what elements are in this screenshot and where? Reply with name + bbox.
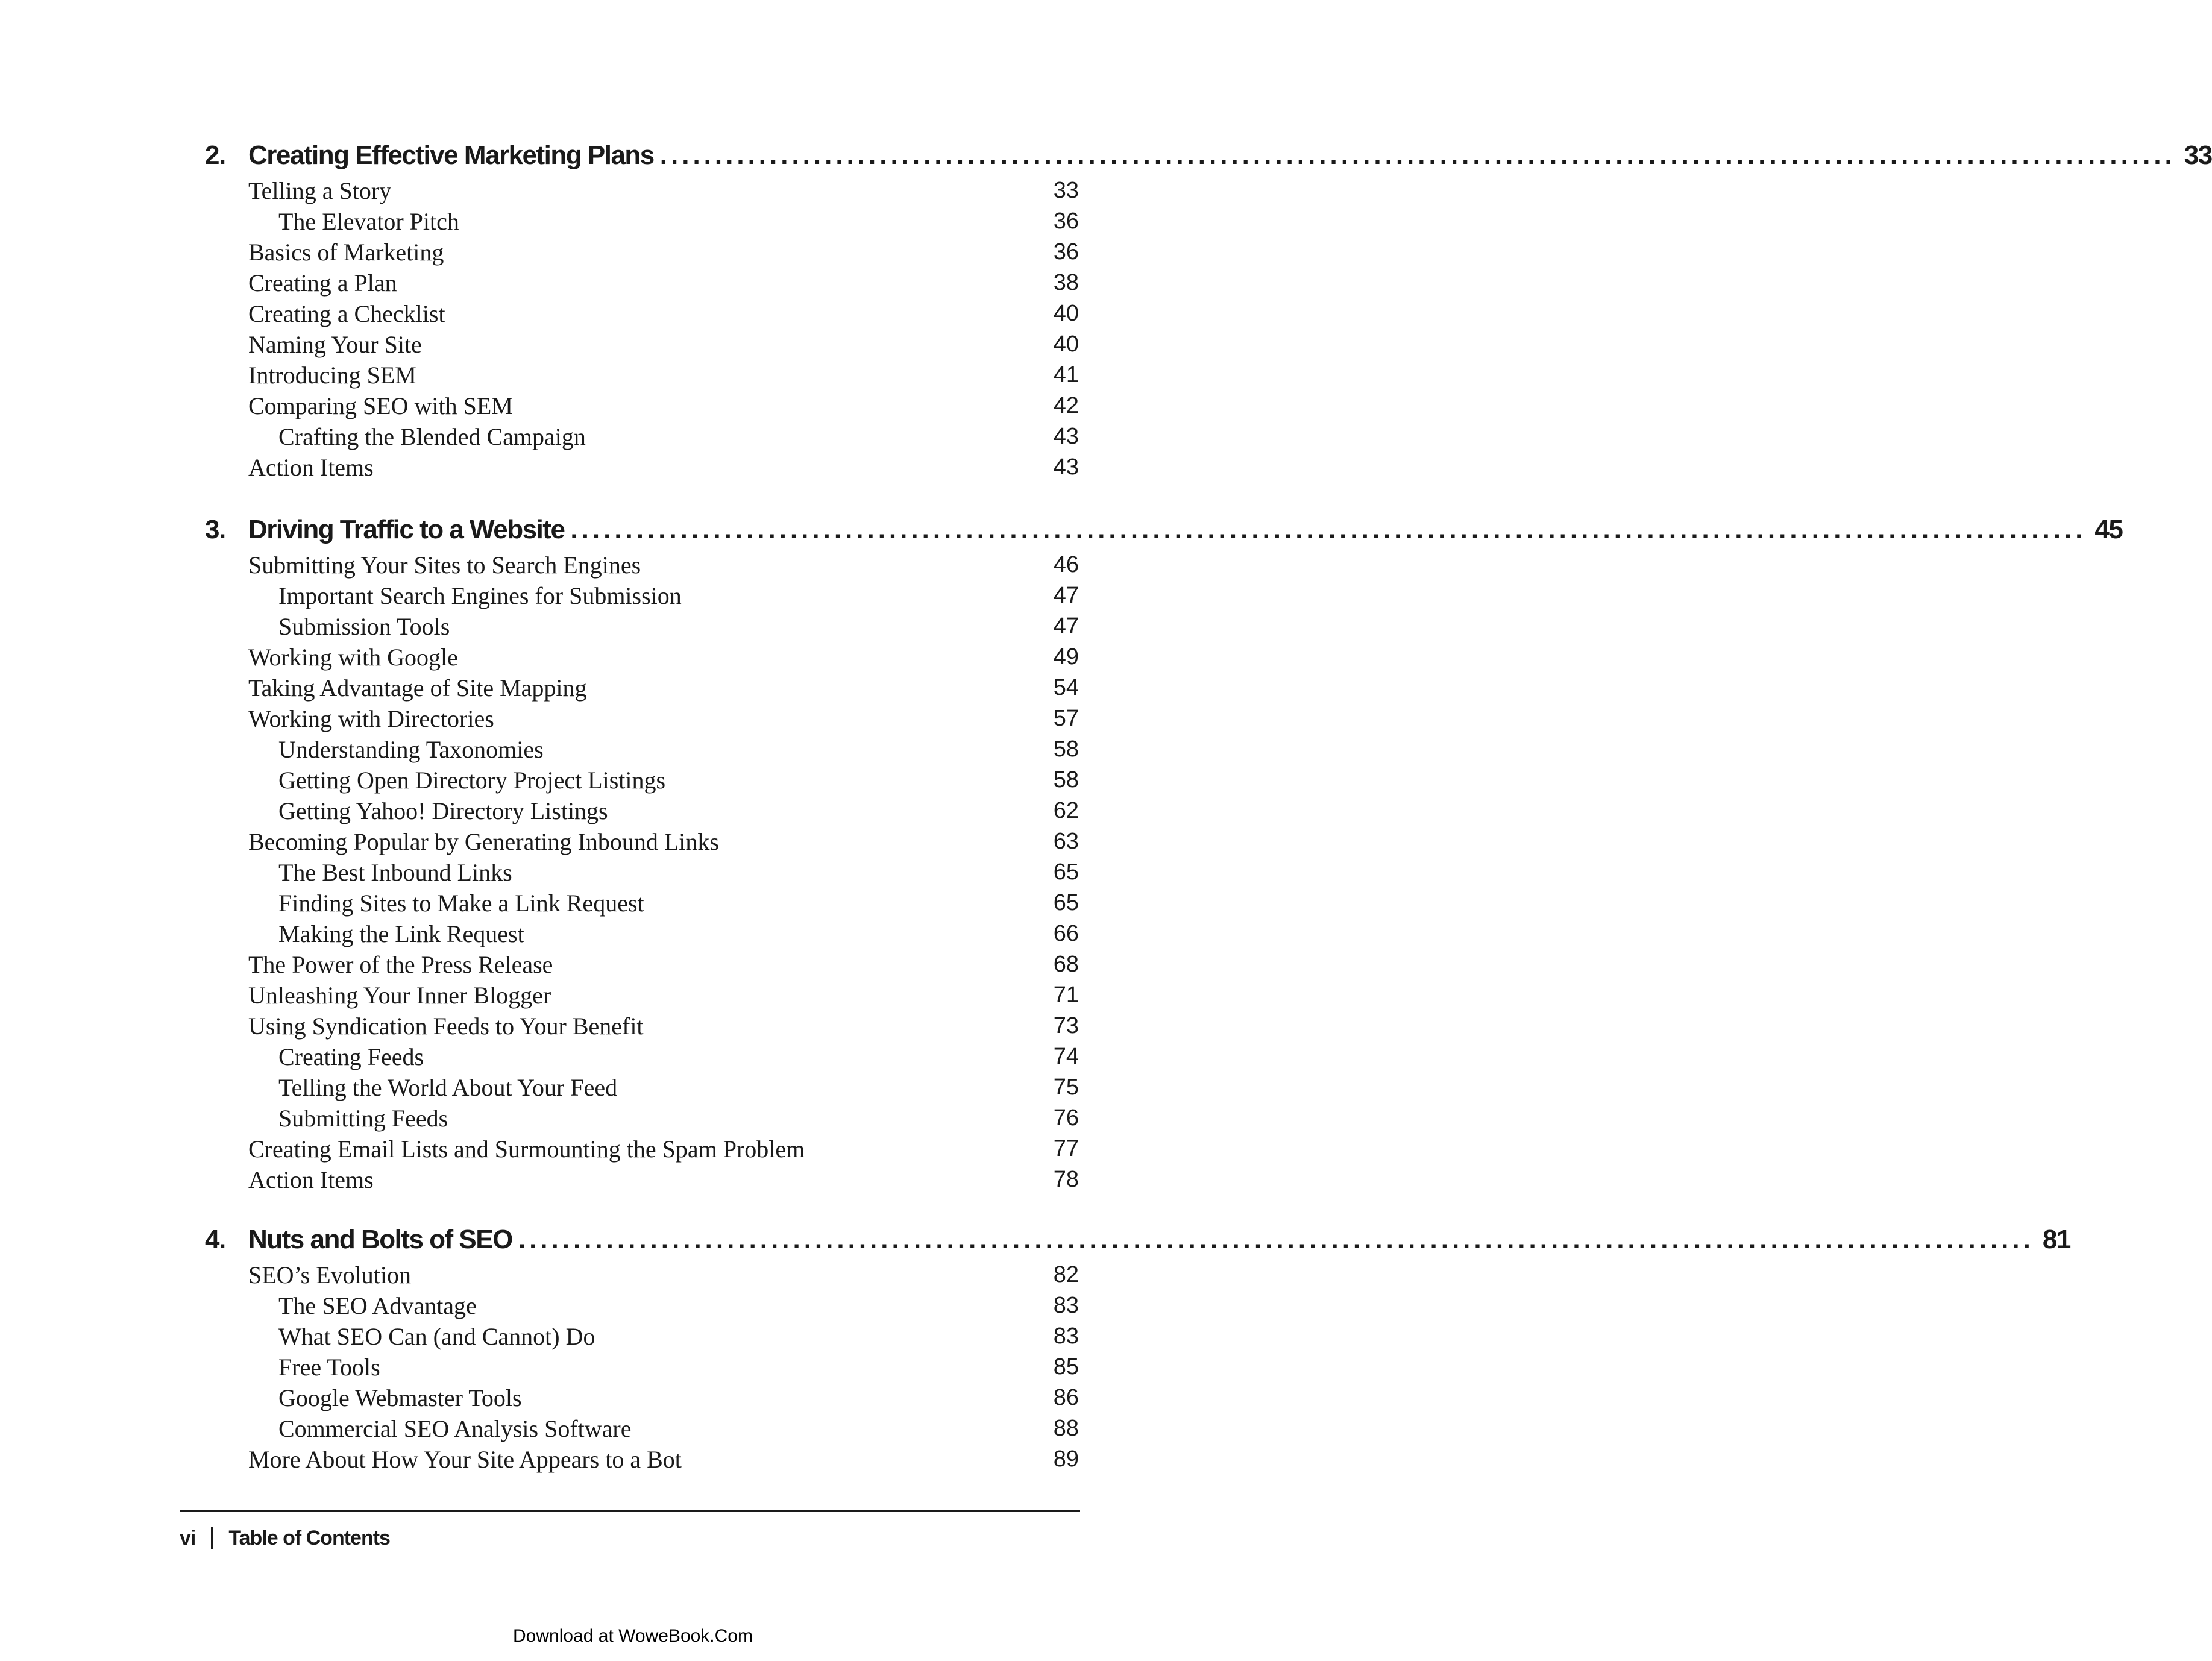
toc-entry-title: Submission Tools (278, 613, 450, 640)
chapter-number: 3. (205, 515, 225, 544)
chapter-3-heading[interactable] (205, 510, 2123, 550)
toc-entry-page-number: 82 (1053, 1262, 1079, 1287)
toc-entry[interactable] (205, 421, 1079, 452)
chapter-number: 4. (205, 1225, 225, 1254)
toc-entry[interactable] (205, 298, 1079, 329)
toc-entry[interactable] (205, 888, 1079, 918)
chapter-2-heading[interactable] (205, 136, 2212, 175)
toc-entry-page-number: 33 (1053, 178, 1079, 203)
toc-entry-title: Working with Directories (248, 705, 494, 732)
toc-entry-page-number: 40 (1053, 301, 1079, 326)
footer-separator (211, 1527, 213, 1549)
toc-entry-page-number: 36 (1053, 209, 1079, 234)
chapter-4-heading[interactable] (205, 1220, 2070, 1260)
toc-entry-page-number: 66 (1053, 921, 1079, 946)
toc-entry[interactable] (205, 452, 1079, 483)
toc-entry-page-number: 88 (1053, 1416, 1079, 1441)
toc-entry-title: Creating a Plan (248, 269, 397, 297)
toc-entry-title: Submitting Your Sites to Search Engines (248, 551, 641, 579)
toc-entry-page-number: 58 (1053, 736, 1079, 762)
toc-entry-title: Finding Sites to Make a Link Request (278, 890, 644, 917)
toc-entry-page-number: 62 (1053, 798, 1079, 823)
toc-entry-page-number: 86 (1053, 1385, 1079, 1410)
chapter-4-entries (205, 1260, 1079, 1475)
toc-entry[interactable] (205, 1290, 1079, 1321)
chapter-title: Creating Effective Marketing Plans (248, 140, 654, 170)
toc-entry-page-number: 76 (1053, 1105, 1079, 1131)
toc-entry[interactable] (205, 1413, 1079, 1444)
toc-entry-page-number: 73 (1053, 1013, 1079, 1038)
toc-entry-page-number: 49 (1053, 644, 1079, 670)
toc-entry[interactable] (205, 857, 1079, 888)
toc-entry-title: The Power of the Press Release (248, 951, 553, 978)
chapter-page-number: 45 (2094, 515, 2123, 544)
chapter-title: Driving Traffic to a Website (248, 515, 565, 544)
toc-entry-page-number: 43 (1053, 424, 1079, 449)
toc-entry-page-number: 78 (1053, 1167, 1079, 1192)
toc-entry-page-number: 42 (1053, 393, 1079, 418)
footer-page-number: vi (180, 1527, 196, 1550)
toc-entry-title: Telling a Story (248, 177, 392, 204)
toc-entry-page-number: 83 (1053, 1293, 1079, 1318)
toc-entry-page-number: 41 (1053, 362, 1079, 388)
toc-entry-title: The SEO Advantage (278, 1292, 477, 1319)
toc-entry-page-number: 75 (1053, 1075, 1079, 1100)
download-watermark: Download at WoweBook.Com (513, 1626, 753, 1646)
dot-leader: .......................................................................................................................................... (518, 1225, 2034, 1254)
toc-entry-page-number: 58 (1053, 767, 1079, 793)
toc-entry[interactable] (205, 826, 1079, 857)
chapter-3-section (205, 510, 2123, 1195)
toc-entry-title: Submitting Feeds (278, 1105, 448, 1132)
toc-entry-title: Working with Google (248, 644, 458, 671)
toc-entry-title: Creating a Checklist (248, 300, 445, 327)
toc-entry[interactable] (205, 1444, 1079, 1475)
toc-entry[interactable] (205, 1260, 1079, 1290)
toc-entry[interactable] (205, 1041, 1079, 1072)
toc-entry[interactable] (205, 237, 1079, 268)
chapter-number: 2. (205, 140, 225, 170)
toc-entry-title: Taking Advantage of Site Mapping (248, 674, 587, 702)
toc-entry-page-number: 68 (1053, 952, 1079, 977)
toc-entry-page-number: 43 (1053, 454, 1079, 480)
toc-entry-title: Action Items (248, 1166, 374, 1193)
toc-entry[interactable] (205, 1134, 1079, 1164)
toc-entry-title: Google Webmaster Tools (278, 1384, 522, 1411)
toc-entry[interactable] (205, 329, 1079, 360)
toc-entry-title: The Elevator Pitch (278, 208, 459, 235)
toc-entry[interactable] (205, 796, 1079, 826)
chapter-page-number: 81 (2042, 1225, 2070, 1254)
chapter-2-entries (205, 175, 1079, 483)
toc-entry-page-number: 65 (1053, 859, 1079, 885)
toc-entry-title: What SEO Can (and Cannot) Do (278, 1323, 595, 1350)
toc-entry-page-number: 54 (1053, 675, 1079, 700)
toc-entry-title: Commercial SEO Analysis Software (278, 1415, 632, 1442)
dot-leader: .......................................................................................................................................... (659, 140, 2176, 170)
toc-entry-title: Using Syndication Feeds to Your Benefit (248, 1013, 644, 1040)
toc-entry[interactable] (205, 949, 1079, 980)
toc-entry[interactable] (205, 206, 1079, 237)
toc-entry[interactable] (205, 1103, 1079, 1134)
toc-entry-page-number: 89 (1053, 1446, 1079, 1472)
chapter-3-entries (205, 550, 1079, 1195)
toc-entry-title: The Best Inbound Links (278, 859, 512, 886)
toc-entry[interactable] (205, 1011, 1079, 1041)
toc-entry-title: Unleashing Your Inner Blogger (248, 982, 551, 1009)
toc-entry[interactable] (205, 734, 1079, 765)
toc-entry[interactable] (205, 1383, 1079, 1413)
page-footer (180, 1521, 390, 1555)
dot-leader: .......................................................................................................................................... (570, 515, 2087, 544)
toc-entry[interactable] (205, 1164, 1079, 1195)
toc-entry-page-number: 47 (1053, 614, 1079, 639)
toc-entry-page-number: 74 (1053, 1044, 1079, 1069)
toc-entry-page-number: 77 (1053, 1136, 1079, 1161)
footer-divider (180, 1510, 1080, 1512)
toc-entry-title: Getting Yahoo! Directory Listings (278, 797, 608, 824)
toc-entry[interactable] (205, 550, 1079, 580)
toc-entry-page-number: 47 (1053, 583, 1079, 608)
toc-entry-title: Important Search Engines for Submission (278, 582, 682, 609)
toc-entry[interactable] (205, 918, 1079, 949)
toc-entry[interactable] (205, 673, 1079, 703)
toc-entry-title: Understanding Taxonomies (278, 736, 544, 763)
chapter-page-number: 33 (2184, 140, 2212, 170)
toc-entry-title: Creating Email Lists and Surmounting the Spam Problem (248, 1135, 805, 1163)
toc-entry-title: Telling the World About Your Feed (278, 1074, 618, 1101)
toc-entry-title: Free Tools (278, 1354, 380, 1381)
toc-entry-title: Action Items (248, 454, 374, 481)
chapter-4-section (205, 1220, 2070, 1475)
toc-entry[interactable] (205, 703, 1079, 734)
toc-entry[interactable] (205, 980, 1079, 1011)
toc-entry-title: Comparing SEO with SEM (248, 392, 513, 419)
toc-entry[interactable] (205, 580, 1079, 611)
toc-entry-title: Becoming Popular by Generating Inbound Links (248, 828, 719, 855)
toc-entry-page-number: 85 (1053, 1354, 1079, 1380)
toc-entry[interactable] (205, 1352, 1079, 1383)
chapter-title: Nuts and Bolts of SEO (248, 1225, 512, 1254)
toc-entry[interactable] (205, 611, 1079, 642)
toc-entry-page-number: 46 (1053, 552, 1079, 577)
toc-entry-page-number: 83 (1053, 1323, 1079, 1349)
toc-entry[interactable] (205, 765, 1079, 796)
toc-entry[interactable] (205, 360, 1079, 391)
toc-entry[interactable] (205, 642, 1079, 673)
toc-entry[interactable] (205, 175, 1079, 206)
toc-entry-page-number: 71 (1053, 982, 1079, 1008)
toc-entry-page-number: 36 (1053, 239, 1079, 265)
toc-entry-page-number: 57 (1053, 706, 1079, 731)
toc-entry-page-number: 63 (1053, 829, 1079, 854)
toc-entry[interactable] (205, 391, 1079, 421)
toc-entry-title: Creating Feeds (278, 1043, 424, 1070)
toc-entry[interactable] (205, 1321, 1079, 1352)
toc-entry-title: Basics of Marketing (248, 239, 444, 266)
toc-entry-title: SEO’s Evolution (248, 1261, 412, 1289)
footer-section-title: Table of Contents (228, 1527, 390, 1550)
toc-entry-title: More About How Your Site Appears to a Bot (248, 1446, 682, 1473)
toc-entry-title: Introducing SEM (248, 362, 416, 389)
toc-entry-title: Getting Open Directory Project Listings (278, 767, 666, 794)
toc-entry[interactable] (205, 268, 1079, 298)
chapter-2-section (205, 136, 2212, 483)
toc-entry[interactable] (205, 1072, 1079, 1103)
toc-entry-page-number: 40 (1053, 331, 1079, 357)
toc-entry-title: Making the Link Request (278, 920, 524, 947)
toc-entry-page-number: 65 (1053, 890, 1079, 915)
toc-entry-title: Naming Your Site (248, 331, 422, 358)
toc-entry-title: Crafting the Blended Campaign (278, 423, 586, 450)
toc-entry-page-number: 38 (1053, 270, 1079, 295)
